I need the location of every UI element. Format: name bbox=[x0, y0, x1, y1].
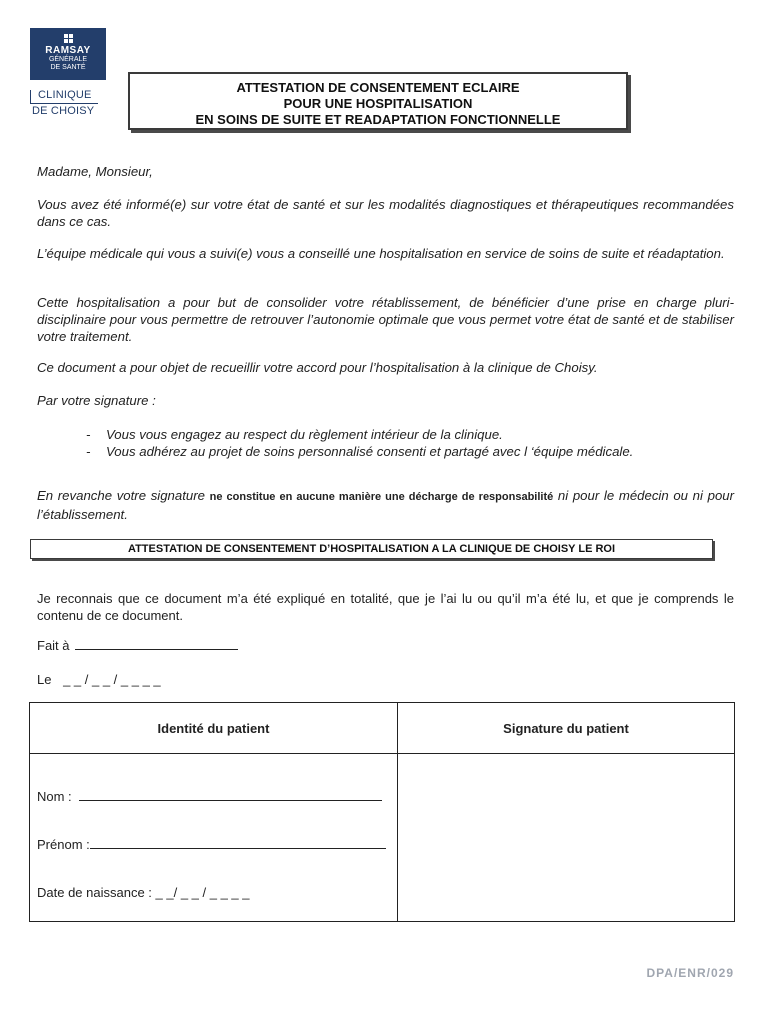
paragraph-information: Vous avez été informé(e) sur votre état de santé et sur les modalités diagnostiques et thérapeutiques recommandées dans ce cas. bbox=[37, 197, 734, 229]
clinique-logo bbox=[30, 86, 106, 120]
disclaimer-start: En revanche votre signature bbox=[37, 488, 210, 503]
paragraph-document-object: Ce document a pour objet de recueillir votre accord pour l’hospitalisation à la clinique de Choisy. bbox=[37, 360, 598, 375]
commitment-text: Vous vous engagez au respect du règlement intérieur de la clinique. bbox=[106, 427, 503, 442]
title-line1: ATTESTATION DE CONSENTEMENT ECLAIRE bbox=[236, 80, 520, 95]
signature-area[interactable] bbox=[399, 755, 733, 921]
nom-label: Nom : bbox=[37, 789, 72, 804]
nom-row bbox=[37, 789, 382, 804]
dob-row bbox=[37, 885, 250, 900]
nom-field[interactable] bbox=[79, 800, 382, 801]
patient-identity-table bbox=[29, 702, 735, 922]
date-label: Le bbox=[37, 672, 52, 687]
ramsay-brand-line3: DE SANTÉ bbox=[50, 64, 86, 71]
paragraph-signature-intro: Par votre signature : bbox=[37, 393, 156, 408]
ramsay-brand-line2: GÉNÉRALE bbox=[48, 56, 88, 63]
clinique-logo-bar bbox=[30, 90, 31, 104]
title-line2: POUR UNE HOSPITALISATION bbox=[283, 96, 473, 111]
list-item bbox=[86, 443, 734, 460]
greeting: Madame, Monsieur, bbox=[37, 164, 153, 179]
clinique-line2: DE CHOISY bbox=[32, 105, 95, 117]
clinique-line1: CLINIQUE bbox=[38, 89, 92, 101]
disclaimer-end: ni pour le médecin ou ni pour l’établissement. bbox=[37, 488, 735, 522]
attestation-heading: ATTESTATION DE CONSENTEMENT D’HOSPITALISATION A LA CLINIQUE DE CHOISY LE ROI bbox=[30, 539, 713, 559]
clinique-logo-rule bbox=[30, 103, 98, 104]
commitments-list bbox=[86, 426, 734, 460]
paragraph-team-advice: L’équipe médicale qui vous a suivi(e) vous a conseillé une hospitalisation en service de soins de suite et réadaptation. bbox=[37, 246, 725, 261]
list-item bbox=[86, 426, 734, 443]
bullet-dash: - bbox=[86, 427, 91, 442]
document-title bbox=[128, 72, 628, 130]
date-row bbox=[37, 671, 734, 688]
document-reference: DPA/ENR/029 bbox=[646, 966, 734, 980]
ramsay-brand-line1: RAMSAY bbox=[45, 45, 91, 56]
fait-a-row bbox=[37, 637, 734, 654]
paragraph-disclaimer bbox=[37, 487, 734, 523]
prenom-label: Prénom : bbox=[37, 837, 90, 852]
prenom-field[interactable] bbox=[90, 848, 386, 849]
disclaimer-bold: ne constitue en aucune manière une décharge de responsabilité bbox=[209, 491, 554, 503]
bullet-dash: - bbox=[86, 444, 91, 459]
ramsay-logo bbox=[30, 28, 106, 80]
signature-column-header: Signature du patient bbox=[503, 721, 629, 736]
identity-column-header: Identité du patient bbox=[157, 721, 270, 736]
commitment-text: Vous adhérez au projet de soins personnalisé consenti et partagé avec l ‘équipe médicale. bbox=[106, 444, 634, 459]
paragraph-purpose: Cette hospitalisation a pour but de consolider votre rétablissement, de bénéficier d’une prise en charge pluri-disciplinaire pour vous permettre de retrouver l’autonomie optimale que vous permet votre état de santé et de stabiliser votre traitement. bbox=[37, 295, 734, 344]
ramsay-emblem-icon bbox=[64, 34, 73, 43]
dob-label: Date de naissance : bbox=[37, 885, 152, 900]
title-line3: EN SOINS DE SUITE ET READAPTATION FONCTIONNELLE bbox=[195, 112, 561, 127]
fait-a-label: Fait à bbox=[37, 638, 70, 653]
attestation-statement: Je reconnais que ce document m’a été expliqué en totalité, que je l’ai lu ou qu’il m’a été lu, et que je comprends le contenu de ce document. bbox=[37, 591, 734, 623]
date-field[interactable]: _ _ / _ _ / _ _ _ _ bbox=[63, 672, 161, 687]
dob-field[interactable]: _ _/ _ _ / _ _ _ _ bbox=[155, 885, 250, 900]
header-divider bbox=[30, 753, 734, 754]
prenom-row bbox=[37, 837, 386, 852]
fait-a-field[interactable] bbox=[75, 649, 238, 650]
